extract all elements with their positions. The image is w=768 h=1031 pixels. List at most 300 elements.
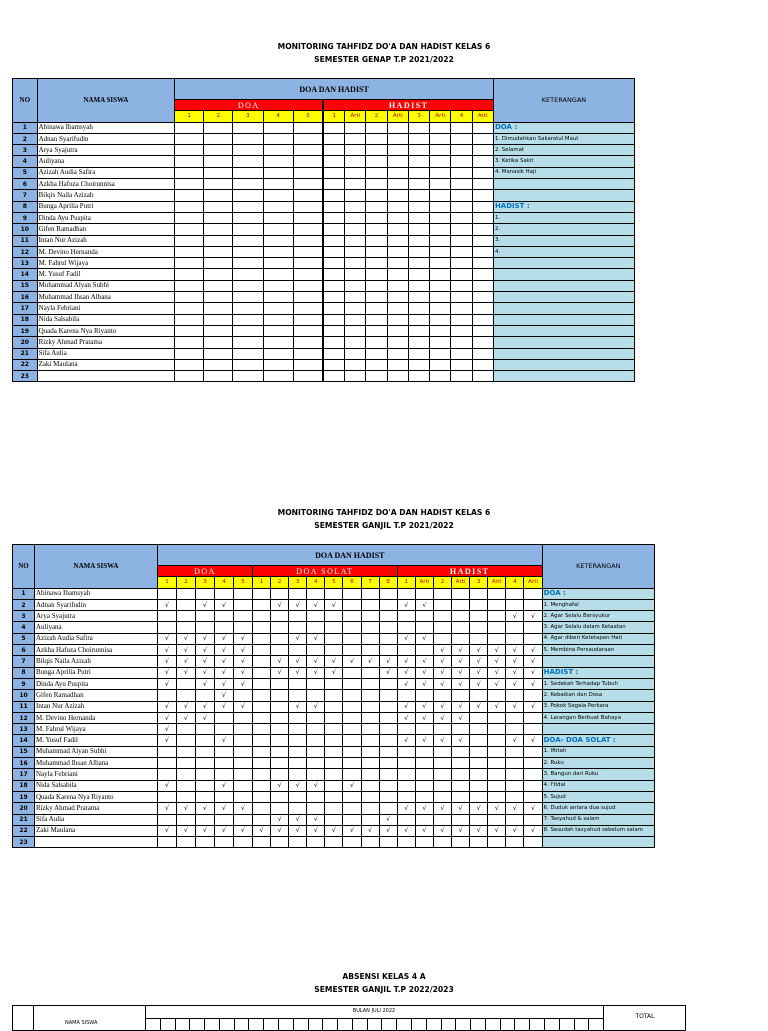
score-cell[interactable] bbox=[323, 145, 344, 156]
score-cell[interactable] bbox=[323, 269, 344, 280]
score-cell[interactable] bbox=[204, 167, 233, 178]
score-cell[interactable] bbox=[233, 280, 263, 291]
score-cell[interactable] bbox=[451, 348, 472, 359]
score-cell[interactable] bbox=[204, 201, 233, 212]
score-cell[interactable] bbox=[524, 791, 542, 802]
score-cell[interactable] bbox=[472, 224, 493, 235]
score-cell[interactable] bbox=[289, 622, 307, 633]
score-cell[interactable] bbox=[175, 122, 204, 133]
score-cell[interactable] bbox=[234, 814, 253, 825]
checkmark-cell[interactable]: √ bbox=[415, 701, 433, 712]
score-cell[interactable] bbox=[488, 735, 506, 746]
checkmark-cell[interactable]: √ bbox=[506, 825, 524, 836]
checkmark-cell[interactable]: √ bbox=[215, 803, 234, 814]
score-cell[interactable] bbox=[345, 314, 366, 325]
checkmark-cell[interactable]: √ bbox=[196, 678, 215, 689]
score-cell[interactable] bbox=[408, 156, 429, 167]
score-cell[interactable] bbox=[325, 678, 343, 689]
checkmark-cell[interactable]: √ bbox=[415, 678, 433, 689]
score-cell[interactable] bbox=[470, 814, 488, 825]
score-cell[interactable] bbox=[204, 145, 233, 156]
score-cell[interactable] bbox=[158, 837, 177, 848]
checkmark-cell[interactable]: √ bbox=[196, 645, 215, 656]
score-cell[interactable] bbox=[323, 156, 344, 167]
score-cell[interactable] bbox=[204, 212, 233, 223]
score-cell[interactable] bbox=[415, 780, 433, 791]
score-cell[interactable] bbox=[271, 701, 289, 712]
score-cell[interactable] bbox=[325, 814, 343, 825]
score-cell[interactable] bbox=[361, 622, 379, 633]
score-cell[interactable] bbox=[415, 622, 433, 633]
checkmark-cell[interactable]: √ bbox=[215, 825, 234, 836]
checkmark-cell[interactable]: √ bbox=[215, 667, 234, 678]
score-cell[interactable] bbox=[472, 325, 493, 336]
score-cell[interactable] bbox=[397, 588, 415, 599]
score-cell[interactable] bbox=[452, 690, 470, 701]
score-cell[interactable] bbox=[345, 156, 366, 167]
score-cell[interactable] bbox=[345, 179, 366, 190]
score-cell[interactable] bbox=[325, 588, 343, 599]
score-cell[interactable] bbox=[177, 678, 196, 689]
score-cell[interactable] bbox=[263, 303, 293, 314]
score-cell[interactable] bbox=[289, 724, 307, 735]
score-cell[interactable] bbox=[366, 371, 387, 382]
score-cell[interactable] bbox=[472, 235, 493, 246]
checkmark-cell[interactable]: √ bbox=[397, 633, 415, 644]
score-cell[interactable] bbox=[524, 780, 542, 791]
score-cell[interactable] bbox=[323, 235, 344, 246]
score-cell[interactable] bbox=[451, 122, 472, 133]
score-cell[interactable] bbox=[430, 133, 451, 144]
score-cell[interactable] bbox=[307, 712, 325, 723]
score-cell[interactable] bbox=[451, 167, 472, 178]
score-cell[interactable] bbox=[366, 337, 387, 348]
checkmark-cell[interactable]: √ bbox=[524, 701, 542, 712]
score-cell[interactable] bbox=[307, 735, 325, 746]
score-cell[interactable] bbox=[293, 314, 323, 325]
score-cell[interactable] bbox=[472, 258, 493, 269]
checkmark-cell[interactable]: √ bbox=[433, 803, 451, 814]
score-cell[interactable] bbox=[204, 292, 233, 303]
score-cell[interactable] bbox=[204, 246, 233, 257]
score-cell[interactable] bbox=[271, 588, 289, 599]
score-cell[interactable] bbox=[177, 837, 196, 848]
score-cell[interactable] bbox=[343, 735, 361, 746]
checkmark-cell[interactable]: √ bbox=[158, 599, 177, 610]
score-cell[interactable] bbox=[470, 791, 488, 802]
score-cell[interactable] bbox=[233, 235, 263, 246]
score-cell[interactable] bbox=[387, 258, 408, 269]
score-cell[interactable] bbox=[472, 122, 493, 133]
score-cell[interactable] bbox=[289, 645, 307, 656]
score-cell[interactable] bbox=[233, 348, 263, 359]
score-cell[interactable] bbox=[289, 690, 307, 701]
checkmark-cell[interactable]: √ bbox=[307, 656, 325, 667]
score-cell[interactable] bbox=[233, 145, 263, 156]
score-cell[interactable] bbox=[196, 622, 215, 633]
score-cell[interactable] bbox=[233, 201, 263, 212]
score-cell[interactable] bbox=[271, 791, 289, 802]
score-cell[interactable] bbox=[175, 269, 204, 280]
score-cell[interactable] bbox=[271, 712, 289, 723]
score-cell[interactable] bbox=[387, 179, 408, 190]
score-cell[interactable] bbox=[289, 758, 307, 769]
score-cell[interactable] bbox=[452, 814, 470, 825]
score-cell[interactable] bbox=[452, 780, 470, 791]
score-cell[interactable] bbox=[345, 190, 366, 201]
score-cell[interactable] bbox=[387, 269, 408, 280]
checkmark-cell[interactable]: √ bbox=[397, 656, 415, 667]
checkmark-cell[interactable]: √ bbox=[289, 633, 307, 644]
score-cell[interactable] bbox=[506, 633, 524, 644]
score-cell[interactable] bbox=[506, 758, 524, 769]
score-cell[interactable] bbox=[361, 814, 379, 825]
score-cell[interactable] bbox=[263, 235, 293, 246]
score-cell[interactable] bbox=[451, 190, 472, 201]
score-cell[interactable] bbox=[366, 246, 387, 257]
score-cell[interactable] bbox=[323, 179, 344, 190]
score-cell[interactable] bbox=[506, 746, 524, 757]
score-cell[interactable] bbox=[387, 280, 408, 291]
score-cell[interactable] bbox=[177, 724, 196, 735]
score-cell[interactable] bbox=[366, 280, 387, 291]
score-cell[interactable] bbox=[524, 837, 542, 848]
score-cell[interactable] bbox=[524, 712, 542, 723]
score-cell[interactable] bbox=[408, 167, 429, 178]
score-cell[interactable] bbox=[177, 780, 196, 791]
score-cell[interactable] bbox=[387, 190, 408, 201]
score-cell[interactable] bbox=[325, 735, 343, 746]
score-cell[interactable] bbox=[204, 359, 233, 370]
score-cell[interactable] bbox=[175, 325, 204, 336]
score-cell[interactable] bbox=[451, 224, 472, 235]
score-cell[interactable] bbox=[430, 314, 451, 325]
score-cell[interactable] bbox=[215, 814, 234, 825]
score-cell[interactable] bbox=[361, 678, 379, 689]
score-cell[interactable] bbox=[415, 814, 433, 825]
score-cell[interactable] bbox=[470, 758, 488, 769]
score-cell[interactable] bbox=[204, 235, 233, 246]
checkmark-cell[interactable]: √ bbox=[215, 735, 234, 746]
score-cell[interactable] bbox=[323, 314, 344, 325]
checkmark-cell[interactable]: √ bbox=[397, 701, 415, 712]
score-cell[interactable] bbox=[196, 758, 215, 769]
score-cell[interactable] bbox=[430, 167, 451, 178]
checkmark-cell[interactable]: √ bbox=[433, 645, 451, 656]
score-cell[interactable] bbox=[158, 622, 177, 633]
score-cell[interactable] bbox=[387, 337, 408, 348]
score-cell[interactable] bbox=[204, 280, 233, 291]
score-cell[interactable] bbox=[524, 633, 542, 644]
score-cell[interactable] bbox=[470, 588, 488, 599]
score-cell[interactable] bbox=[253, 746, 271, 757]
checkmark-cell[interactable]: √ bbox=[289, 656, 307, 667]
checkmark-cell[interactable]: √ bbox=[524, 825, 542, 836]
score-cell[interactable] bbox=[387, 303, 408, 314]
score-cell[interactable] bbox=[323, 337, 344, 348]
score-cell[interactable] bbox=[506, 724, 524, 735]
checkmark-cell[interactable]: √ bbox=[433, 667, 451, 678]
score-cell[interactable] bbox=[343, 645, 361, 656]
score-cell[interactable] bbox=[451, 258, 472, 269]
score-cell[interactable] bbox=[472, 179, 493, 190]
score-cell[interactable] bbox=[293, 337, 323, 348]
score-cell[interactable] bbox=[361, 690, 379, 701]
score-cell[interactable] bbox=[234, 769, 253, 780]
score-cell[interactable] bbox=[196, 724, 215, 735]
score-cell[interactable] bbox=[343, 599, 361, 610]
score-cell[interactable] bbox=[307, 758, 325, 769]
score-cell[interactable] bbox=[323, 246, 344, 257]
score-cell[interactable] bbox=[361, 633, 379, 644]
score-cell[interactable] bbox=[452, 758, 470, 769]
score-cell[interactable] bbox=[379, 678, 397, 689]
score-cell[interactable] bbox=[345, 258, 366, 269]
score-cell[interactable] bbox=[524, 746, 542, 757]
checkmark-cell[interactable]: √ bbox=[253, 825, 271, 836]
score-cell[interactable] bbox=[289, 611, 307, 622]
score-cell[interactable] bbox=[379, 837, 397, 848]
score-cell[interactable] bbox=[452, 622, 470, 633]
score-cell[interactable] bbox=[524, 814, 542, 825]
checkmark-cell[interactable]: √ bbox=[470, 678, 488, 689]
score-cell[interactable] bbox=[196, 588, 215, 599]
score-cell[interactable] bbox=[366, 224, 387, 235]
score-cell[interactable] bbox=[408, 235, 429, 246]
checkmark-cell[interactable]: √ bbox=[361, 656, 379, 667]
score-cell[interactable] bbox=[430, 122, 451, 133]
score-cell[interactable] bbox=[253, 791, 271, 802]
score-cell[interactable] bbox=[233, 133, 263, 144]
score-cell[interactable] bbox=[472, 371, 493, 382]
score-cell[interactable] bbox=[379, 633, 397, 644]
score-cell[interactable] bbox=[451, 156, 472, 167]
checkmark-cell[interactable]: √ bbox=[177, 803, 196, 814]
score-cell[interactable] bbox=[325, 701, 343, 712]
score-cell[interactable] bbox=[361, 611, 379, 622]
checkmark-cell[interactable]: √ bbox=[506, 667, 524, 678]
score-cell[interactable] bbox=[397, 837, 415, 848]
score-cell[interactable] bbox=[415, 791, 433, 802]
score-cell[interactable] bbox=[293, 212, 323, 223]
score-cell[interactable] bbox=[177, 746, 196, 757]
score-cell[interactable] bbox=[253, 735, 271, 746]
score-cell[interactable] bbox=[196, 735, 215, 746]
score-cell[interactable] bbox=[366, 359, 387, 370]
score-cell[interactable] bbox=[451, 292, 472, 303]
score-cell[interactable] bbox=[343, 678, 361, 689]
score-cell[interactable] bbox=[323, 359, 344, 370]
score-cell[interactable] bbox=[470, 690, 488, 701]
score-cell[interactable] bbox=[366, 235, 387, 246]
score-cell[interactable] bbox=[177, 758, 196, 769]
checkmark-cell[interactable]: √ bbox=[234, 825, 253, 836]
checkmark-cell[interactable]: √ bbox=[271, 599, 289, 610]
checkmark-cell[interactable]: √ bbox=[415, 712, 433, 723]
score-cell[interactable] bbox=[361, 724, 379, 735]
score-cell[interactable] bbox=[263, 280, 293, 291]
score-cell[interactable] bbox=[175, 314, 204, 325]
score-cell[interactable] bbox=[433, 791, 451, 802]
score-cell[interactable] bbox=[397, 622, 415, 633]
score-cell[interactable] bbox=[234, 622, 253, 633]
score-cell[interactable] bbox=[204, 122, 233, 133]
score-cell[interactable] bbox=[204, 269, 233, 280]
score-cell[interactable] bbox=[263, 269, 293, 280]
checkmark-cell[interactable]: √ bbox=[397, 678, 415, 689]
score-cell[interactable] bbox=[343, 611, 361, 622]
checkmark-cell[interactable]: √ bbox=[379, 656, 397, 667]
score-cell[interactable] bbox=[307, 645, 325, 656]
score-cell[interactable] bbox=[215, 611, 234, 622]
score-cell[interactable] bbox=[506, 599, 524, 610]
score-cell[interactable] bbox=[472, 167, 493, 178]
checkmark-cell[interactable]: √ bbox=[271, 656, 289, 667]
checkmark-cell[interactable]: √ bbox=[289, 825, 307, 836]
score-cell[interactable] bbox=[451, 303, 472, 314]
score-cell[interactable] bbox=[415, 724, 433, 735]
checkmark-cell[interactable]: √ bbox=[307, 825, 325, 836]
score-cell[interactable] bbox=[472, 269, 493, 280]
score-cell[interactable] bbox=[158, 758, 177, 769]
score-cell[interactable] bbox=[263, 359, 293, 370]
score-cell[interactable] bbox=[263, 167, 293, 178]
score-cell[interactable] bbox=[323, 224, 344, 235]
score-cell[interactable] bbox=[366, 167, 387, 178]
score-cell[interactable] bbox=[204, 156, 233, 167]
score-cell[interactable] bbox=[233, 292, 263, 303]
checkmark-cell[interactable]: √ bbox=[397, 825, 415, 836]
score-cell[interactable] bbox=[506, 769, 524, 780]
score-cell[interactable] bbox=[325, 645, 343, 656]
score-cell[interactable] bbox=[408, 269, 429, 280]
score-cell[interactable] bbox=[204, 371, 233, 382]
score-cell[interactable] bbox=[430, 348, 451, 359]
score-cell[interactable] bbox=[361, 735, 379, 746]
score-cell[interactable] bbox=[430, 156, 451, 167]
score-cell[interactable] bbox=[325, 633, 343, 644]
score-cell[interactable] bbox=[472, 145, 493, 156]
score-cell[interactable] bbox=[379, 599, 397, 610]
score-cell[interactable] bbox=[366, 201, 387, 212]
score-cell[interactable] bbox=[263, 190, 293, 201]
score-cell[interactable] bbox=[451, 359, 472, 370]
checkmark-cell[interactable]: √ bbox=[433, 678, 451, 689]
score-cell[interactable] bbox=[408, 246, 429, 257]
score-cell[interactable] bbox=[430, 145, 451, 156]
score-cell[interactable] bbox=[307, 803, 325, 814]
score-cell[interactable] bbox=[451, 212, 472, 223]
score-cell[interactable] bbox=[345, 133, 366, 144]
score-cell[interactable] bbox=[430, 269, 451, 280]
score-cell[interactable] bbox=[175, 224, 204, 235]
score-cell[interactable] bbox=[366, 212, 387, 223]
checkmark-cell[interactable]: √ bbox=[506, 656, 524, 667]
score-cell[interactable] bbox=[293, 325, 323, 336]
score-cell[interactable] bbox=[408, 190, 429, 201]
score-cell[interactable] bbox=[271, 633, 289, 644]
score-cell[interactable] bbox=[325, 803, 343, 814]
score-cell[interactable] bbox=[196, 791, 215, 802]
score-cell[interactable] bbox=[234, 735, 253, 746]
score-cell[interactable] bbox=[387, 212, 408, 223]
checkmark-cell[interactable]: √ bbox=[158, 724, 177, 735]
score-cell[interactable] bbox=[345, 224, 366, 235]
checkmark-cell[interactable]: √ bbox=[470, 667, 488, 678]
checkmark-cell[interactable]: √ bbox=[271, 825, 289, 836]
checkmark-cell[interactable]: √ bbox=[379, 814, 397, 825]
score-cell[interactable] bbox=[452, 633, 470, 644]
score-cell[interactable] bbox=[289, 735, 307, 746]
checkmark-cell[interactable]: √ bbox=[158, 656, 177, 667]
score-cell[interactable] bbox=[293, 156, 323, 167]
score-cell[interactable] bbox=[293, 348, 323, 359]
checkmark-cell[interactable]: √ bbox=[452, 701, 470, 712]
score-cell[interactable] bbox=[323, 201, 344, 212]
score-cell[interactable] bbox=[472, 303, 493, 314]
score-cell[interactable] bbox=[361, 588, 379, 599]
score-cell[interactable] bbox=[524, 622, 542, 633]
score-cell[interactable] bbox=[204, 179, 233, 190]
score-cell[interactable] bbox=[175, 156, 204, 167]
checkmark-cell[interactable]: √ bbox=[488, 701, 506, 712]
score-cell[interactable] bbox=[506, 622, 524, 633]
checkmark-cell[interactable]: √ bbox=[452, 678, 470, 689]
score-cell[interactable] bbox=[293, 224, 323, 235]
score-cell[interactable] bbox=[204, 337, 233, 348]
checkmark-cell[interactable]: √ bbox=[215, 678, 234, 689]
score-cell[interactable] bbox=[204, 325, 233, 336]
score-cell[interactable] bbox=[253, 780, 271, 791]
score-cell[interactable] bbox=[323, 133, 344, 144]
score-cell[interactable] bbox=[175, 201, 204, 212]
checkmark-cell[interactable]: √ bbox=[158, 712, 177, 723]
score-cell[interactable] bbox=[451, 133, 472, 144]
score-cell[interactable] bbox=[253, 622, 271, 633]
score-cell[interactable] bbox=[379, 780, 397, 791]
checkmark-cell[interactable]: √ bbox=[325, 599, 343, 610]
score-cell[interactable] bbox=[175, 371, 204, 382]
score-cell[interactable] bbox=[196, 690, 215, 701]
score-cell[interactable] bbox=[263, 348, 293, 359]
score-cell[interactable] bbox=[323, 212, 344, 223]
score-cell[interactable] bbox=[325, 712, 343, 723]
score-cell[interactable] bbox=[233, 325, 263, 336]
score-cell[interactable] bbox=[366, 292, 387, 303]
score-cell[interactable] bbox=[387, 145, 408, 156]
score-cell[interactable] bbox=[215, 769, 234, 780]
score-cell[interactable] bbox=[345, 269, 366, 280]
score-cell[interactable] bbox=[452, 791, 470, 802]
score-cell[interactable] bbox=[253, 611, 271, 622]
score-cell[interactable] bbox=[470, 724, 488, 735]
score-cell[interactable] bbox=[415, 588, 433, 599]
score-cell[interactable] bbox=[488, 780, 506, 791]
score-cell[interactable] bbox=[289, 791, 307, 802]
checkmark-cell[interactable]: √ bbox=[506, 803, 524, 814]
score-cell[interactable] bbox=[397, 780, 415, 791]
score-cell[interactable] bbox=[433, 724, 451, 735]
score-cell[interactable] bbox=[408, 348, 429, 359]
score-cell[interactable] bbox=[488, 622, 506, 633]
score-cell[interactable] bbox=[524, 758, 542, 769]
score-cell[interactable] bbox=[289, 746, 307, 757]
score-cell[interactable] bbox=[263, 325, 293, 336]
score-cell[interactable] bbox=[452, 599, 470, 610]
score-cell[interactable] bbox=[433, 588, 451, 599]
score-cell[interactable] bbox=[379, 611, 397, 622]
score-cell[interactable] bbox=[233, 122, 263, 133]
